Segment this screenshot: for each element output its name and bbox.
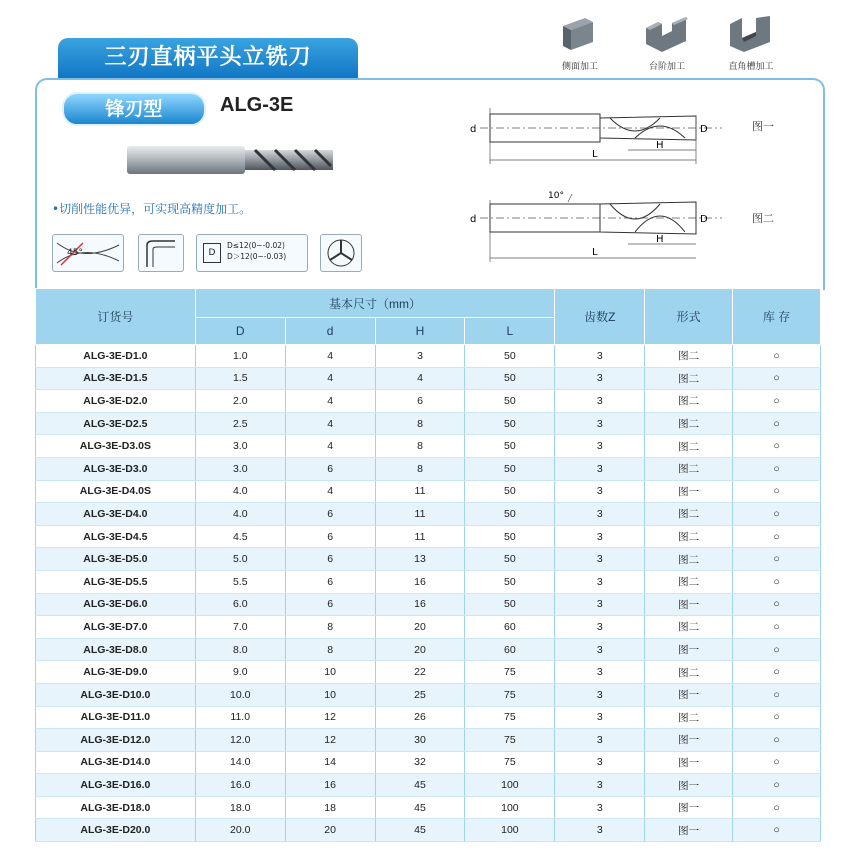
dim-d: d bbox=[470, 214, 477, 225]
cell-stock: ○ bbox=[733, 616, 821, 639]
cell-order-code: ALG-3E-D1.5 bbox=[36, 367, 196, 390]
cell-order-code: ALG-3E-D6.0 bbox=[36, 593, 196, 616]
cell-dim-d: 6 bbox=[285, 593, 375, 616]
cell-stock: ○ bbox=[733, 390, 821, 413]
cell-dim-d: 6 bbox=[285, 570, 375, 593]
cell-order-code: ALG-3E-D9.0 bbox=[36, 661, 196, 684]
cell-dim-d: 6 bbox=[285, 548, 375, 571]
cell-dim-L: 50 bbox=[465, 593, 555, 616]
cell-order-code: ALG-3E-D4.0 bbox=[36, 503, 196, 526]
cell-dim-D: 14.0 bbox=[195, 751, 285, 774]
cell-order-code: ALG-3E-D2.5 bbox=[36, 412, 196, 435]
cell-order-code: ALG-3E-D20.0 bbox=[36, 819, 196, 842]
cell-dim-d: 8 bbox=[285, 638, 375, 661]
cell-order-code: ALG-3E-D4.5 bbox=[36, 525, 196, 548]
header-form: 形式 bbox=[645, 289, 733, 345]
cell-dim-H: 13 bbox=[375, 548, 465, 571]
cell-form: 图一 bbox=[645, 729, 733, 752]
table-row bbox=[36, 503, 821, 526]
cell-teeth-count: 3 bbox=[555, 435, 645, 458]
cell-dim-D: 16.0 bbox=[195, 774, 285, 797]
cell-stock: ○ bbox=[733, 457, 821, 480]
cell-teeth-count: 3 bbox=[555, 548, 645, 571]
cell-dim-d: 4 bbox=[285, 412, 375, 435]
cell-dim-H: 20 bbox=[375, 616, 465, 639]
cell-teeth-count: 3 bbox=[555, 503, 645, 526]
cell-dim-d: 14 bbox=[285, 751, 375, 774]
cell-dim-L: 100 bbox=[465, 774, 555, 797]
cell-dim-L: 50 bbox=[465, 570, 555, 593]
cell-dim-L: 50 bbox=[465, 345, 555, 368]
cell-dim-H: 45 bbox=[375, 819, 465, 842]
cell-teeth-count: 3 bbox=[555, 390, 645, 413]
cell-stock: ○ bbox=[733, 593, 821, 616]
cell-dim-d: 16 bbox=[285, 774, 375, 797]
cell-form: 图一 bbox=[645, 638, 733, 661]
cell-order-code: ALG-3E-D5.0 bbox=[36, 548, 196, 571]
header-code: 订货号 bbox=[36, 289, 196, 345]
cell-dim-H: 16 bbox=[375, 570, 465, 593]
angle-label: 10° bbox=[548, 191, 564, 201]
cell-dim-H: 11 bbox=[375, 480, 465, 503]
helix-angle-label: 45° bbox=[67, 248, 83, 258]
figure-2-label: 图二 bbox=[752, 212, 774, 225]
cell-stock: ○ bbox=[733, 345, 821, 368]
table-row bbox=[36, 525, 821, 548]
cell-form: 图二 bbox=[645, 503, 733, 526]
cell-dim-L: 50 bbox=[465, 457, 555, 480]
cell-stock: ○ bbox=[733, 729, 821, 752]
cell-dim-L: 50 bbox=[465, 480, 555, 503]
tolerance-icon bbox=[196, 234, 308, 272]
cell-dim-d: 4 bbox=[285, 345, 375, 368]
cell-form: 图一 bbox=[645, 480, 733, 503]
table-row bbox=[36, 796, 821, 819]
table-row bbox=[36, 706, 821, 729]
table-row bbox=[36, 616, 821, 639]
cell-dim-L: 50 bbox=[465, 435, 555, 458]
cell-form: 图一 bbox=[645, 796, 733, 819]
cell-order-code: ALG-3E-D1.0 bbox=[36, 345, 196, 368]
cell-teeth-count: 3 bbox=[555, 638, 645, 661]
header-dims: 基本尺寸（mm） bbox=[195, 289, 555, 318]
figure-1-label: 图一 bbox=[752, 120, 774, 133]
step-milling-icon bbox=[642, 14, 692, 72]
cell-stock: ○ bbox=[733, 774, 821, 797]
cell-dim-H: 16 bbox=[375, 593, 465, 616]
tolerance-line-1: D≤12(0~-0.02) bbox=[227, 241, 285, 250]
table-row bbox=[36, 390, 821, 413]
cell-stock: ○ bbox=[733, 706, 821, 729]
cell-teeth-count: 3 bbox=[555, 706, 645, 729]
cell-dim-H: 6 bbox=[375, 390, 465, 413]
cell-form: 图二 bbox=[645, 412, 733, 435]
cell-teeth-count: 3 bbox=[555, 480, 645, 503]
dim-H: H bbox=[656, 234, 664, 245]
dim-d: d bbox=[470, 124, 477, 135]
header-stock: 库 存 bbox=[733, 289, 821, 345]
cell-teeth-count: 3 bbox=[555, 819, 645, 842]
header-d: d bbox=[285, 318, 375, 345]
cell-stock: ○ bbox=[733, 503, 821, 526]
cell-order-code: ALG-3E-D10.0 bbox=[36, 683, 196, 706]
table-row bbox=[36, 661, 821, 684]
cell-order-code: ALG-3E-D12.0 bbox=[36, 729, 196, 752]
cell-order-code: ALG-3E-D7.0 bbox=[36, 616, 196, 639]
header-D: D bbox=[195, 318, 285, 345]
cell-teeth-count: 3 bbox=[555, 345, 645, 368]
cell-teeth-count: 3 bbox=[555, 412, 645, 435]
cell-dim-D: 6.0 bbox=[195, 593, 285, 616]
table-row bbox=[36, 345, 821, 368]
cell-dim-d: 8 bbox=[285, 616, 375, 639]
three-flute-icon bbox=[320, 234, 362, 272]
cell-dim-d: 18 bbox=[285, 796, 375, 819]
cell-dim-D: 7.0 bbox=[195, 616, 285, 639]
op-label: 台阶加工 bbox=[648, 62, 685, 72]
cell-stock: ○ bbox=[733, 796, 821, 819]
op-label: 直角槽加工 bbox=[728, 62, 774, 72]
cell-dim-H: 11 bbox=[375, 503, 465, 526]
table-row bbox=[36, 751, 821, 774]
cell-dim-D: 1.0 bbox=[195, 345, 285, 368]
cell-dim-H: 26 bbox=[375, 706, 465, 729]
cell-stock: ○ bbox=[733, 570, 821, 593]
cell-stock: ○ bbox=[733, 683, 821, 706]
cell-stock: ○ bbox=[733, 548, 821, 571]
cell-order-code: ALG-3E-D8.0 bbox=[36, 638, 196, 661]
page-title: 三刃直柄平头立铣刀 bbox=[58, 38, 358, 78]
cell-form: 图二 bbox=[645, 367, 733, 390]
cell-dim-D: 12.0 bbox=[195, 729, 285, 752]
cell-dim-H: 4 bbox=[375, 367, 465, 390]
cell-dim-D: 4.5 bbox=[195, 525, 285, 548]
dim-D: D bbox=[700, 214, 708, 225]
cell-stock: ○ bbox=[733, 638, 821, 661]
cell-dim-L: 100 bbox=[465, 819, 555, 842]
cell-dim-D: 11.0 bbox=[195, 706, 285, 729]
table-row bbox=[36, 683, 821, 706]
cell-form: 图一 bbox=[645, 819, 733, 842]
cell-dim-L: 50 bbox=[465, 367, 555, 390]
cell-dim-H: 45 bbox=[375, 796, 465, 819]
cell-dim-D: 10.0 bbox=[195, 683, 285, 706]
cell-stock: ○ bbox=[733, 435, 821, 458]
cell-dim-d: 20 bbox=[285, 819, 375, 842]
cell-form: 图一 bbox=[645, 751, 733, 774]
table-row bbox=[36, 593, 821, 616]
cell-dim-d: 6 bbox=[285, 457, 375, 480]
cell-dim-d: 4 bbox=[285, 435, 375, 458]
series-badge: 锋刃型 bbox=[62, 92, 206, 126]
cell-dim-d: 10 bbox=[285, 661, 375, 684]
cell-dim-H: 20 bbox=[375, 638, 465, 661]
cell-order-code: ALG-3E-D11.0 bbox=[36, 706, 196, 729]
cell-stock: ○ bbox=[733, 480, 821, 503]
cell-form: 图一 bbox=[645, 593, 733, 616]
cell-dim-D: 8.0 bbox=[195, 638, 285, 661]
cell-dim-D: 4.0 bbox=[195, 503, 285, 526]
feature-text: •切削性能优异，可实现高精度加工。 bbox=[52, 202, 252, 216]
cell-form: 图二 bbox=[645, 525, 733, 548]
cell-order-code: ALG-3E-D14.0 bbox=[36, 751, 196, 774]
cell-dim-D: 18.0 bbox=[195, 796, 285, 819]
model-name: ALG-3E bbox=[220, 94, 294, 116]
cell-dim-D: 5.0 bbox=[195, 548, 285, 571]
cell-dim-d: 12 bbox=[285, 729, 375, 752]
cell-dim-d: 4 bbox=[285, 390, 375, 413]
cell-teeth-count: 3 bbox=[555, 774, 645, 797]
drawing-figure-2 bbox=[460, 186, 730, 270]
cell-order-code: ALG-3E-D3.0 bbox=[36, 457, 196, 480]
cell-dim-d: 10 bbox=[285, 683, 375, 706]
tolerance-d-box: D bbox=[203, 243, 221, 263]
cell-stock: ○ bbox=[733, 661, 821, 684]
cell-stock: ○ bbox=[733, 525, 821, 548]
cell-dim-L: 60 bbox=[465, 616, 555, 639]
cell-order-code: ALG-3E-D3.0S bbox=[36, 435, 196, 458]
table-row bbox=[36, 729, 821, 752]
cell-dim-H: 3 bbox=[375, 345, 465, 368]
cell-form: 图一 bbox=[645, 683, 733, 706]
cell-teeth-count: 3 bbox=[555, 593, 645, 616]
cell-dim-H: 25 bbox=[375, 683, 465, 706]
table-row bbox=[36, 638, 821, 661]
cell-order-code: ALG-3E-D16.0 bbox=[36, 774, 196, 797]
cell-dim-L: 60 bbox=[465, 638, 555, 661]
cell-dim-L: 50 bbox=[465, 548, 555, 571]
cell-teeth-count: 3 bbox=[555, 729, 645, 752]
dim-H: H bbox=[656, 140, 664, 151]
cell-dim-D: 1.5 bbox=[195, 367, 285, 390]
drawing-figure-1 bbox=[460, 104, 730, 178]
cell-dim-D: 20.0 bbox=[195, 819, 285, 842]
cell-dim-H: 32 bbox=[375, 751, 465, 774]
cell-dim-D: 2.5 bbox=[195, 412, 285, 435]
cell-teeth-count: 3 bbox=[555, 457, 645, 480]
cell-stock: ○ bbox=[733, 412, 821, 435]
cell-teeth-count: 3 bbox=[555, 661, 645, 684]
spec-table bbox=[35, 288, 821, 842]
table-row bbox=[36, 457, 821, 480]
cell-form: 图二 bbox=[645, 345, 733, 368]
cell-dim-d: 12 bbox=[285, 706, 375, 729]
cell-form: 图二 bbox=[645, 661, 733, 684]
cell-order-code: ALG-3E-D2.0 bbox=[36, 390, 196, 413]
cell-dim-H: 8 bbox=[375, 435, 465, 458]
header-H: H bbox=[375, 318, 465, 345]
cell-dim-D: 4.0 bbox=[195, 480, 285, 503]
square-end-icon bbox=[138, 234, 184, 272]
table-row bbox=[36, 548, 821, 571]
dim-D: D bbox=[700, 124, 708, 135]
tolerance-line-2: D＞12(0~-0.03) bbox=[227, 252, 287, 261]
cell-dim-L: 75 bbox=[465, 729, 555, 752]
cell-dim-L: 75 bbox=[465, 706, 555, 729]
cell-dim-D: 3.0 bbox=[195, 457, 285, 480]
cell-form: 图二 bbox=[645, 435, 733, 458]
cell-dim-L: 50 bbox=[465, 503, 555, 526]
cell-teeth-count: 3 bbox=[555, 616, 645, 639]
slot-milling-icon bbox=[726, 14, 776, 72]
cell-order-code: ALG-3E-D18.0 bbox=[36, 796, 196, 819]
cell-dim-L: 100 bbox=[465, 796, 555, 819]
cell-teeth-count: 3 bbox=[555, 751, 645, 774]
dim-L: L bbox=[592, 247, 598, 258]
cell-stock: ○ bbox=[733, 751, 821, 774]
dim-L: L bbox=[592, 149, 598, 160]
cell-dim-L: 50 bbox=[465, 412, 555, 435]
cell-dim-D: 9.0 bbox=[195, 661, 285, 684]
cell-dim-H: 22 bbox=[375, 661, 465, 684]
cell-dim-L: 75 bbox=[465, 661, 555, 684]
side-milling-icon bbox=[555, 14, 605, 72]
cell-dim-d: 4 bbox=[285, 367, 375, 390]
table-row bbox=[36, 819, 821, 842]
cell-dim-d: 6 bbox=[285, 525, 375, 548]
cell-order-code: ALG-3E-D4.0S bbox=[36, 480, 196, 503]
cell-teeth-count: 3 bbox=[555, 367, 645, 390]
table-row bbox=[36, 774, 821, 797]
cell-form: 图二 bbox=[645, 706, 733, 729]
header-teeth: 齿数Z bbox=[555, 289, 645, 345]
cell-teeth-count: 3 bbox=[555, 796, 645, 819]
spec-table-body bbox=[36, 345, 821, 842]
cell-dim-H: 11 bbox=[375, 525, 465, 548]
cell-form: 图二 bbox=[645, 390, 733, 413]
cell-teeth-count: 3 bbox=[555, 683, 645, 706]
table-row bbox=[36, 570, 821, 593]
cell-dim-L: 50 bbox=[465, 525, 555, 548]
cell-form: 图二 bbox=[645, 616, 733, 639]
helix-angle-icon bbox=[52, 234, 124, 272]
cell-dim-L: 50 bbox=[465, 390, 555, 413]
cell-teeth-count: 3 bbox=[555, 570, 645, 593]
cell-form: 图二 bbox=[645, 548, 733, 571]
cell-dim-H: 45 bbox=[375, 774, 465, 797]
cell-form: 图一 bbox=[645, 774, 733, 797]
table-row bbox=[36, 367, 821, 390]
header-L: L bbox=[465, 318, 555, 345]
cell-dim-D: 3.0 bbox=[195, 435, 285, 458]
cell-dim-D: 2.0 bbox=[195, 390, 285, 413]
cell-dim-D: 5.5 bbox=[195, 570, 285, 593]
cell-dim-H: 8 bbox=[375, 457, 465, 480]
cell-stock: ○ bbox=[733, 819, 821, 842]
cell-dim-d: 6 bbox=[285, 503, 375, 526]
table-row bbox=[36, 480, 821, 503]
cell-dim-L: 75 bbox=[465, 751, 555, 774]
cell-form: 图二 bbox=[645, 457, 733, 480]
cell-teeth-count: 3 bbox=[555, 525, 645, 548]
cell-dim-H: 30 bbox=[375, 729, 465, 752]
cell-dim-H: 8 bbox=[375, 412, 465, 435]
cell-dim-d: 4 bbox=[285, 480, 375, 503]
table-row bbox=[36, 435, 821, 458]
op-label: 侧面加工 bbox=[561, 62, 598, 72]
table-row bbox=[36, 412, 821, 435]
cell-form: 图二 bbox=[645, 570, 733, 593]
cell-stock: ○ bbox=[733, 367, 821, 390]
cell-dim-L: 75 bbox=[465, 683, 555, 706]
cell-order-code: ALG-3E-D5.5 bbox=[36, 570, 196, 593]
end-mill-image bbox=[125, 140, 335, 184]
